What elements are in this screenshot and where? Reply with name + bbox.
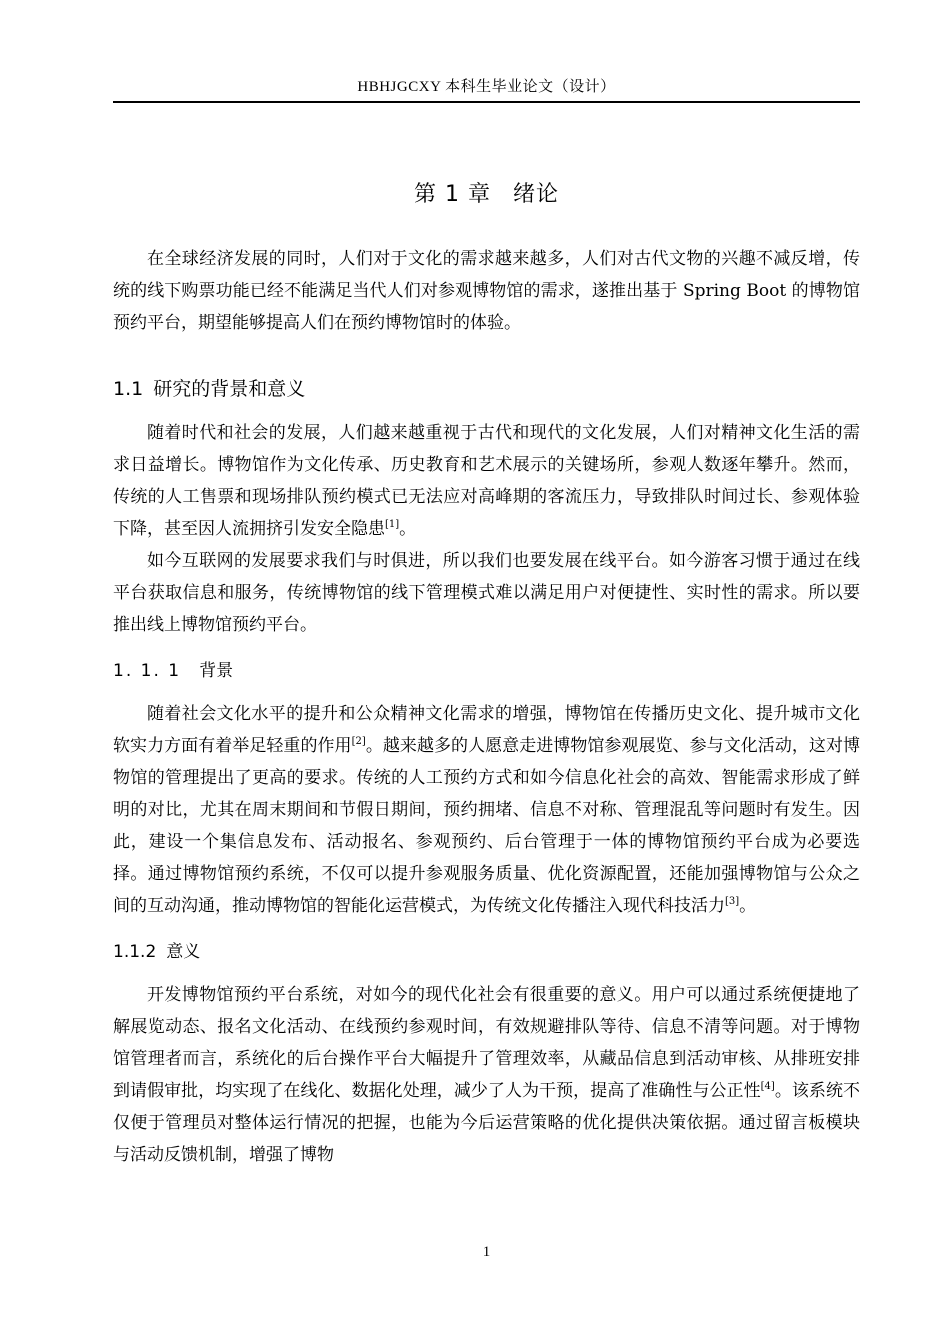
intro-paragraph: 在全球经济发展的同时，人们对于文化的需求越来越多，人们对古代文物的兴趣不减反增，传统的线下购票功能已经不能满足当代人们对参观博物馆的需求，遂推出基于 Spring Boot 的博物馆预约平台，期望能够提高人们在预约博物馆时的体验。	[113, 249, 860, 333]
subsection-heading-1-1-2	[113, 939, 860, 965]
paragraph-text: 开发博物馆预约平台系统，对如今的现代化社会有很重要的意义。用户可以通过系统便捷地了解展览动态、报名文化活动、在线预约参观时间，有效规避排队等待、信息不清等问题。对于博物馆管理者而言，系统化的后台操作平台大幅提升了管理效率，从藏品信息到活动审核、从排班安排到请假审批，均实现了在线化、数据化处理，减少了人为干预，提高了准确性与公正性	[113, 985, 860, 1101]
paragraph-background-intro	[113, 417, 860, 545]
citation-1: [1]	[385, 519, 400, 530]
citation-3: [3]	[725, 896, 740, 907]
paragraph-end: 。	[739, 896, 757, 916]
paragraph-text: 。该系统不仅便于管理员对整体运行情况的把握，也能为今后运营策略的优化提供决策依据。通过留言板模块与活动反馈机制，增强了博物	[113, 1081, 861, 1165]
paragraph-text: 。越来越多的人愿意走进博物馆参观展览、参与文化活动，这对博物馆的管理提出了更高的要求。传统的人工预约方式和如今信息化社会的高效、智能需求形成了鲜明的对比，尤其在周末期间和节假日期间，预约拥堵、信息不对称、管理混乱等问题时有发生。因此，建设一个集信息发布、活动报名、参观预约、后台管理于一体的博物馆预约平台成为必要选择。通过博物馆预约系统，不仅可以提升参观服务质量、优化资源配置，还能加强博物馆与公众之间的互动沟通，推动博物馆的智能化运营模式，为传统文化传播注入现代科技活力	[113, 736, 861, 916]
paragraph-background	[113, 698, 860, 922]
section-number: 1.1	[113, 378, 144, 400]
page-number: 1	[482, 1244, 491, 1260]
subsection-heading-1-1-1	[113, 658, 860, 684]
section-heading-1-1	[113, 375, 860, 403]
paragraph-significance	[113, 979, 860, 1171]
citation-4: [4]	[760, 1081, 775, 1092]
chapter-label: 第 1 章	[414, 182, 491, 207]
section-title: 研究的背景和意义	[153, 378, 306, 400]
chapter-name: 绪论	[512, 182, 559, 207]
subsection-title: 背景	[199, 661, 234, 681]
chapter-title	[113, 180, 860, 210]
paragraph-end: 。	[399, 519, 417, 539]
citation-2: [2]	[351, 736, 366, 747]
header-rule	[113, 101, 860, 103]
subsection-title: 意义	[166, 942, 201, 962]
running-header: HBHJGCXY 本科生毕业论文（设计）	[357, 79, 616, 95]
paragraph-text: 随着社会文化水平的提升和公众精神文化需求的增强，博物馆在传播历史文化、提升城市文化软实力方面有着举足轻重的作用	[113, 704, 860, 756]
paragraph-internet: 如今互联网的发展要求我们与时俱进，所以我们也要发展在线平台。如今游客习惯于通过在线平台获取信息和服务，传统博物馆的线下管理模式难以满足用户对便捷性、实时性的需求。所以要推出线上博物馆预约平台。	[113, 551, 860, 635]
subsection-number: 1.1.2	[113, 942, 157, 962]
body-content	[113, 243, 860, 1171]
paragraph-text: 随着时代和社会的发展，人们越来越重视于古代和现代的文化发展，人们对精神文化生活的需求日益增长。博物馆作为文化传承、历史教育和艺术展示的关键场所，参观人数逐年攀升。然而，传统的人工售票和现场排队预约模式已无法应对高峰期的客流压力，导致排队时间过长、参观体验下降，甚至因人流拥挤引发安全隐患	[113, 423, 860, 539]
subsection-number: 1. 1. 1	[113, 661, 182, 681]
